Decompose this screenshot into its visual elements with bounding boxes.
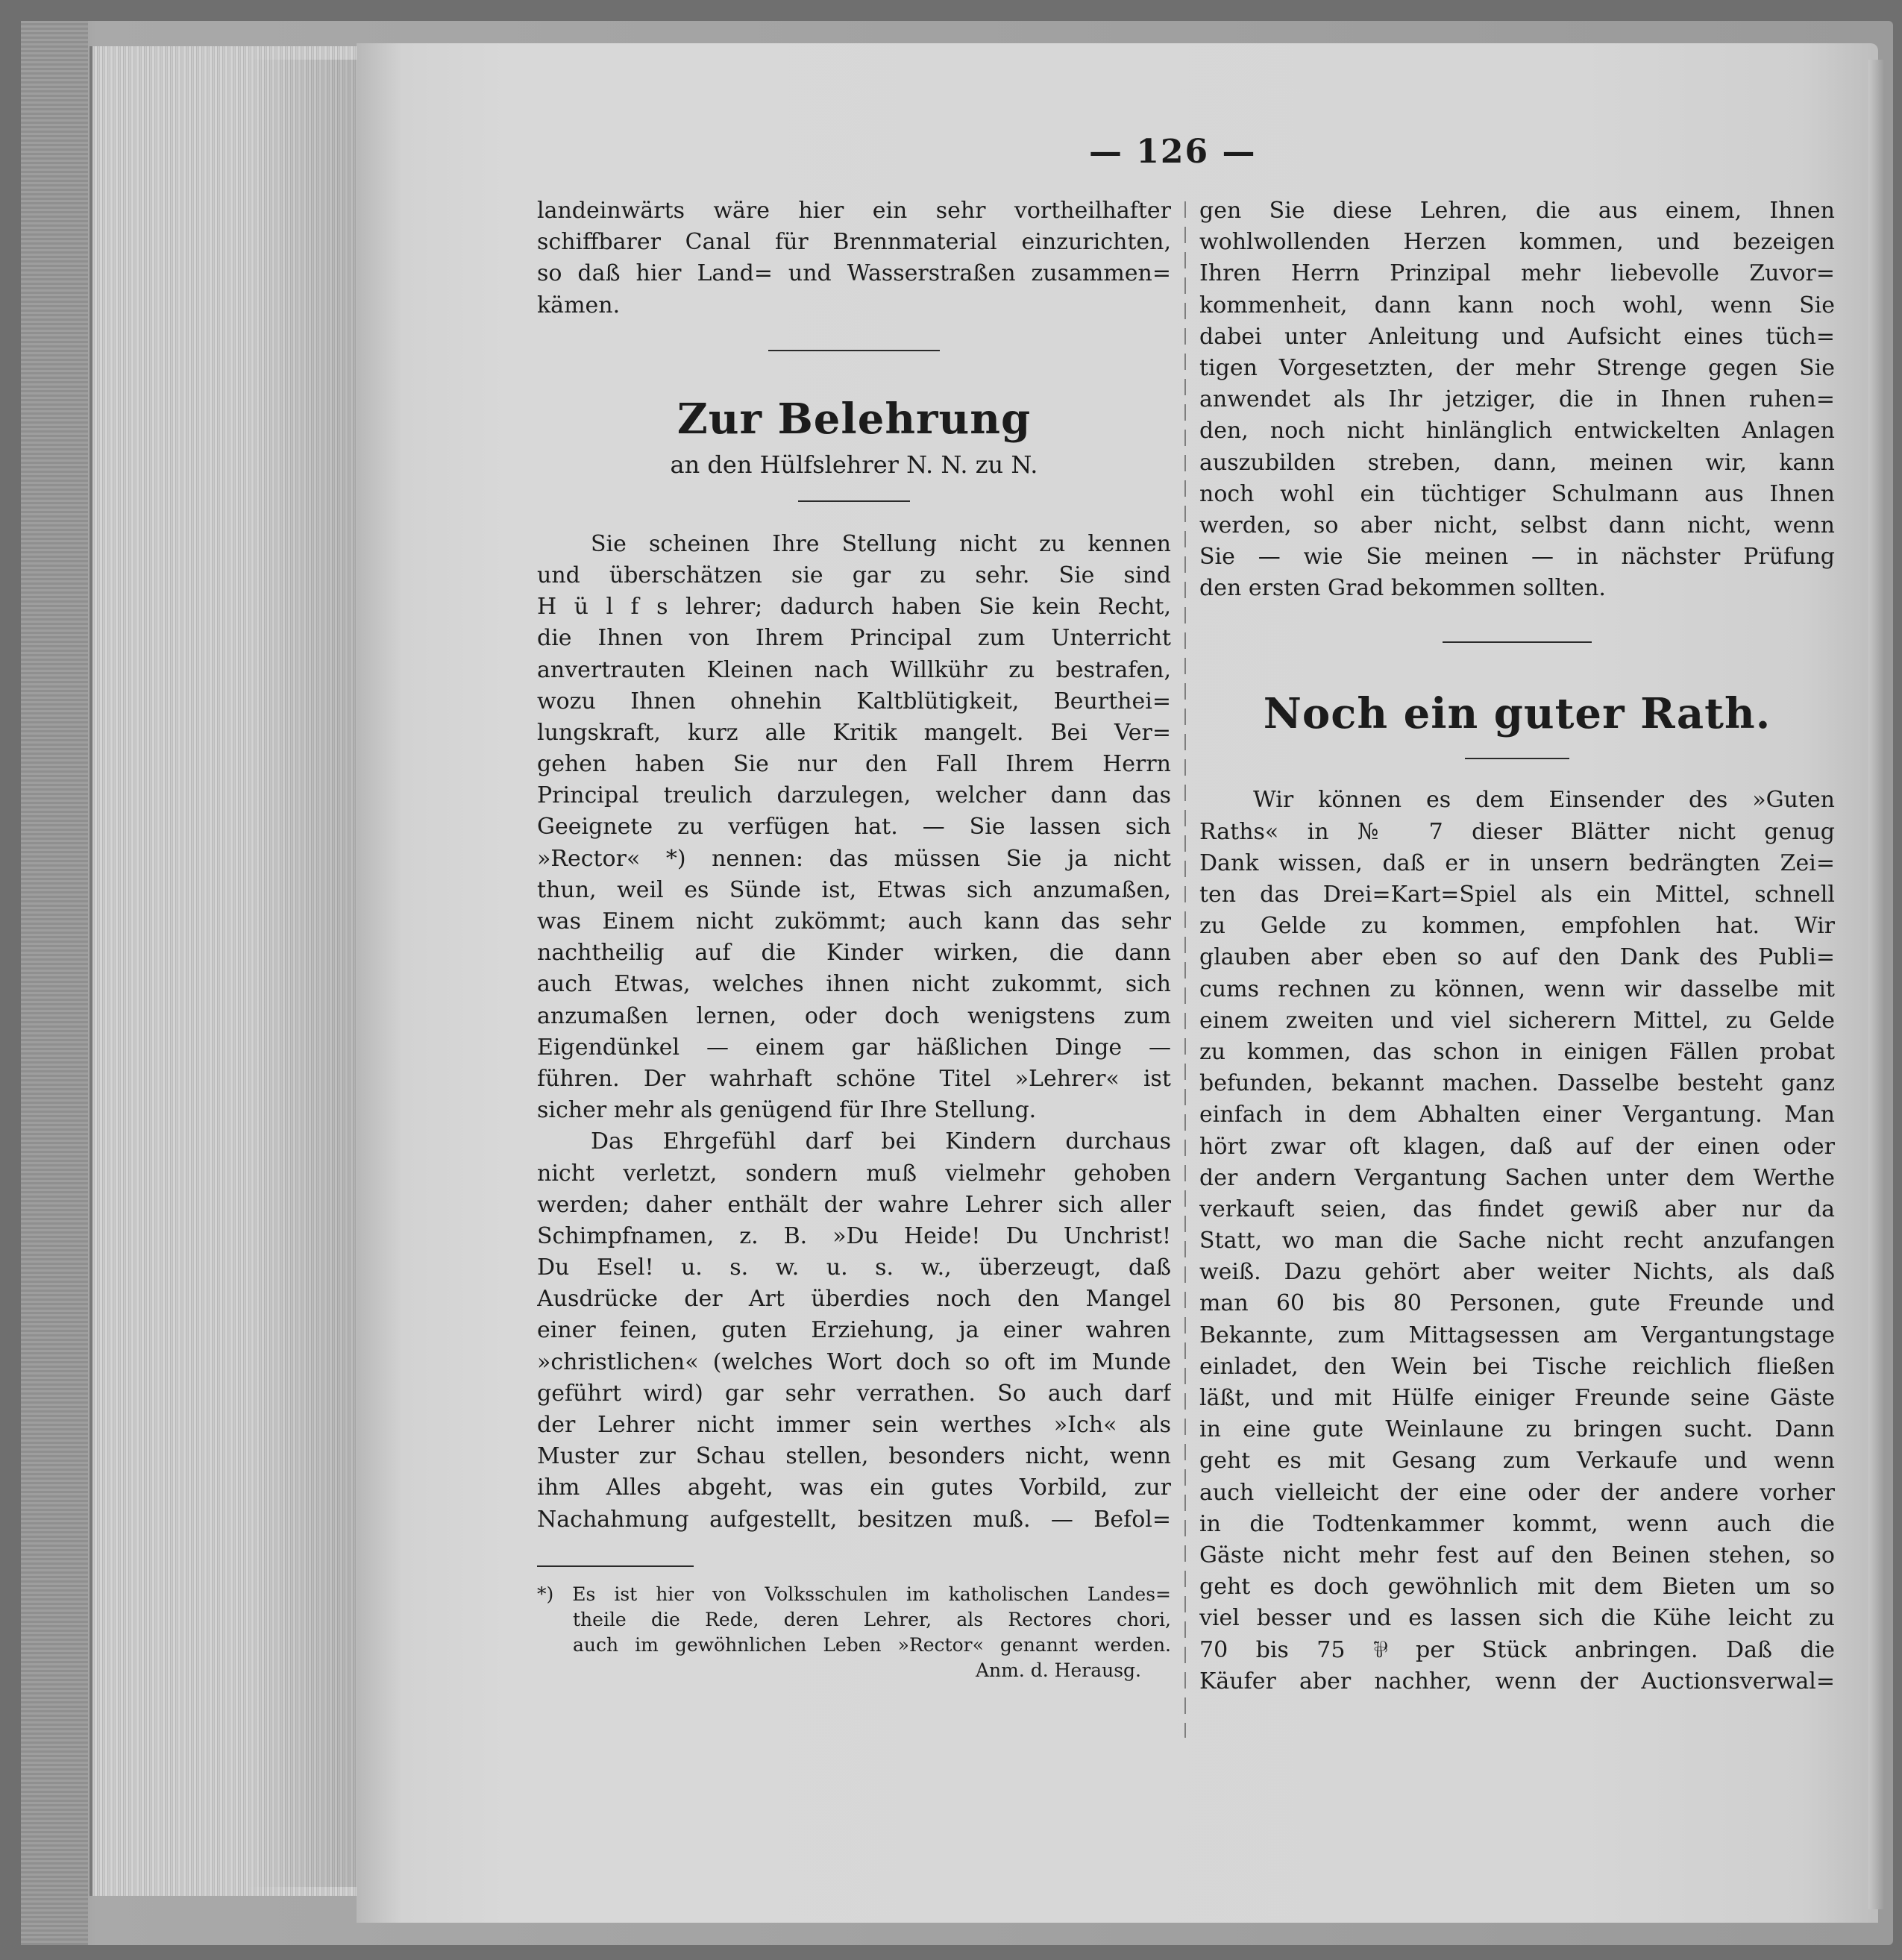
text-line: wohlwollenden Herzen kommen, und bezeigen (1199, 229, 1835, 256)
text-line: dabei unter Anleitung und Aufsicht eines tüch= (1199, 323, 1835, 350)
text-line: verkauft seien, das findet gewiß aber nur da (1199, 1196, 1835, 1222)
paragraph (537, 529, 1171, 1127)
text-line: Bekannte, zum Mittagsessen am Vergantungstage (1199, 1322, 1835, 1348)
text-line: Muster zur Schau stellen, besonders nicht, wenn (537, 1443, 1171, 1470)
section-heading: Noch ein guter Rath. (1263, 689, 1771, 739)
text-line: ten das Drei=Kart=Spiel als ein Mittel, schnell (1199, 882, 1835, 908)
text-line: Dank wissen, daß er in unsern bedrängten Zei= (1199, 849, 1835, 876)
text-line: geht es doch gewöhnlich mit dem Bieten um so (1199, 1574, 1835, 1601)
text-line: so daß hier Land= und Wasserstraßen zusammen= (537, 260, 1171, 287)
text-line: auszubilden streben, dann, meinen wir, kann (1199, 449, 1835, 476)
text-line: einer feinen, guten Erziehung, ja einer wahren (537, 1317, 1171, 1344)
text-line: viel besser und es lassen sich die Kühe leicht zu (1199, 1605, 1835, 1632)
text-line: Geeignete zu verfügen hat. — Sie lassen sich (537, 814, 1171, 841)
footnote-line: *) Es ist hier von Volksschulen im katholischen Landes= (537, 1583, 1171, 1605)
text-line: was Einem nicht zukömmt; auch kann das sehr (537, 908, 1171, 935)
text-line: ihm Alles abgeht, was ein gutes Vorbild, zur (537, 1474, 1171, 1501)
footnote-line: theile die Rede, deren Lehrer, als Rectores chori, (573, 1608, 1171, 1630)
text-line: noch wohl ein tüchtiger Schulmann aus Ihnen (1199, 480, 1835, 507)
section-subheading: an den Hülfslehrer N. N. zu N. (670, 450, 1038, 479)
section-rule (1443, 641, 1592, 643)
paragraph (537, 1126, 1171, 1535)
text-line: den, noch nicht hinlänglich entwickelten Anlagen (1199, 418, 1835, 445)
text-line: Raths« in № 7 dieser Blätter nicht genug (1199, 818, 1835, 845)
text-line: in eine gute Weinlaune zu bringen sucht. Dann (1199, 1416, 1835, 1443)
text-line: wozu Ihnen ohnehin Kaltblütigkeit, Beurthei= (537, 688, 1171, 714)
text-line: Principal treulich darzulegen, welcher dann das (537, 782, 1171, 809)
left-intro (537, 195, 1171, 321)
text-line: man 60 bis 80 Personen, gute Freunde und (1199, 1290, 1835, 1317)
text-line: läßt, und mit Hülfe einiger Freunde seine Gäste (1199, 1385, 1835, 1411)
footnote-signature: Anm. d. Herausg. (976, 1659, 1141, 1681)
text-line: Gäste nicht mehr fest auf den Beinen stehen, so (1199, 1542, 1835, 1568)
text-line: gen Sie diese Lehren, die aus einem, Ihnen (1199, 198, 1835, 224)
text-line: Wir können es dem Einsender des »Guten (1253, 787, 1835, 814)
text-line: führen. Der wahrhaft schöne Titel »Lehrer« ist (537, 1065, 1171, 1092)
text-line: der Lehrer nicht immer sein werthes »Ich« als (537, 1412, 1171, 1438)
text-line: geht es mit Gesang zum Verkaufe und wenn (1199, 1448, 1835, 1474)
text-line: anwendet als Ihr jetziger, die in Ihnen ruhen= (1199, 386, 1835, 413)
text-line: sicher mehr als genügend für Ihre Stellung. (537, 1097, 1037, 1124)
text-line: Käufer aber nachher, wenn der Auctionsverwal= (1199, 1668, 1835, 1694)
text-line: einfach in dem Abhalten einer Vergantung. Man (1199, 1102, 1835, 1128)
text-line: cums rechnen zu können, wenn wir dasselbe mit (1199, 976, 1835, 1002)
text-line: schiffbarer Canal für Brennmaterial einzurichten, (537, 229, 1171, 256)
section-rule (768, 350, 940, 351)
text-line: »christlichen« (welches Wort doch so oft im Munde (537, 1348, 1171, 1375)
page-number: — 126 — (1089, 133, 1257, 171)
text-line: die Ihnen von Ihrem Principal zum Unterricht (537, 625, 1171, 652)
text-line: Das Ehrgefühl darf bei Kindern durchaus (591, 1128, 1171, 1155)
text-line: nicht verletzt, sondern muß vielmehr gehoben (537, 1160, 1171, 1187)
text-line: gehen haben Sie nur den Fall Ihrem Herrn (537, 751, 1171, 778)
column-divider (1184, 201, 1186, 1738)
right-intro (1199, 195, 1835, 604)
text-line: auch vielleicht der eine oder der andere vorher (1199, 1479, 1835, 1506)
footnote (537, 1582, 1171, 1683)
text-line: Du Esel! u. s. w. u. s. w., überzeugt, daß (537, 1254, 1171, 1281)
text-line: anvertrauten Kleinen nach Willkühr zu bestrafen, (537, 656, 1171, 683)
paragraph (1199, 785, 1835, 1697)
text-line: auch Etwas, welches ihnen nicht zukommt, sich (537, 971, 1171, 998)
footnote-line: auch im gewöhnlichen Leben »Rector« genannt werden. (573, 1633, 1171, 1656)
footnote-rule (537, 1565, 694, 1567)
text-line: geführt wird) gar sehr verrathen. So auch darf (537, 1380, 1171, 1407)
text-line: »Rector« *) nennen: das müssen Sie ja nicht (537, 845, 1171, 872)
heading-rule (1465, 758, 1569, 759)
text-line: H ü l f s lehrer; dadurch haben Sie kein Recht, (537, 594, 1171, 621)
section-heading: Zur Belehrung (677, 394, 1032, 444)
page-right-edge (1868, 60, 1883, 1909)
text-line: und überschätzen sie gar zu sehr. Sie sind (537, 562, 1171, 588)
page-edge-shadow (246, 60, 358, 1887)
text-line: hört zwar oft klagen, daß auf der einen oder (1199, 1133, 1835, 1160)
text-line: Schimpfnamen, z. B. »Du Heide! Du Unchrist! (537, 1222, 1171, 1249)
text-line: Sie — wie Sie meinen — in nächster Prüfung (1199, 544, 1835, 571)
text-line: kämen. (537, 292, 621, 318)
text-line: einladet, den Wein bei Tische reichlich fließen (1199, 1353, 1835, 1380)
text-line: werden; daher enthält der wahre Lehrer sich aller (537, 1191, 1171, 1218)
text-line: befunden, bekannt machen. Dasselbe besteht ganz (1199, 1070, 1835, 1097)
text-line: Ihren Herrn Prinzipal mehr liebevolle Zuvor= (1199, 260, 1835, 287)
text-line: lungskraft, kurz alle Kritik mangelt. Bei Ver= (537, 719, 1171, 746)
text-line: der andern Vergantung Sachen unter dem Werthe (1199, 1164, 1835, 1191)
right-column (1199, 195, 1835, 1697)
text-line: Ausdrücke der Art überdies noch den Mangel (537, 1286, 1171, 1313)
text-line: werden, so aber nicht, selbst dann nicht, wenn (1199, 512, 1835, 538)
text-line: Statt, wo man die Sache nicht recht anzufangen (1199, 1228, 1835, 1254)
text-line: nachtheilig auf die Kinder wirken, die dann (537, 940, 1171, 967)
text-line: den ersten Grad bekommen sollten. (1199, 575, 1606, 602)
text-line: in die Todtenkammer kommt, wenn auch die (1199, 1510, 1835, 1537)
text-line: landeinwärts wäre hier ein sehr vortheilhafter (537, 198, 1171, 224)
text-line: zu Gelde zu kommen, empfohlen hat. Wir (1199, 913, 1835, 940)
text-line: 70 bis 75 ⅌ per Stück anbringen. Daß die (1199, 1636, 1835, 1663)
text-line: thun, weil es Sünde ist, Etwas sich anzumaßen, (537, 876, 1171, 903)
text-line: Eigendünkel — einem gar häßlichen Dinge — (537, 1034, 1171, 1061)
text-line: zu kommen, das schon in einigen Fällen probat (1199, 1038, 1835, 1065)
book-spine-edge (21, 21, 88, 1945)
text-line: anzumaßen lernen, oder doch wenigstens zum (537, 1002, 1171, 1029)
text-line: tigen Vorgesetzten, der mehr Strenge gegen Sie (1199, 354, 1835, 381)
text-line: einem zweiten und viel sicherern Mittel, zu Gelde (1199, 1007, 1835, 1034)
heading-rule (798, 500, 910, 502)
text-line: Nachahmung aufgestellt, besitzen muß. — Befol= (537, 1506, 1171, 1533)
text-line: weiß. Dazu gehört aber weiter Nichts, als daß (1199, 1259, 1835, 1286)
text-line: kommenheit, dann kann noch wohl, wenn Sie (1199, 292, 1835, 318)
text-line: Sie scheinen Ihre Stellung nicht zu kennen (591, 530, 1171, 557)
text-line: glauben aber eben so auf den Dank des Publi= (1199, 944, 1835, 971)
left-column (537, 195, 1171, 1683)
